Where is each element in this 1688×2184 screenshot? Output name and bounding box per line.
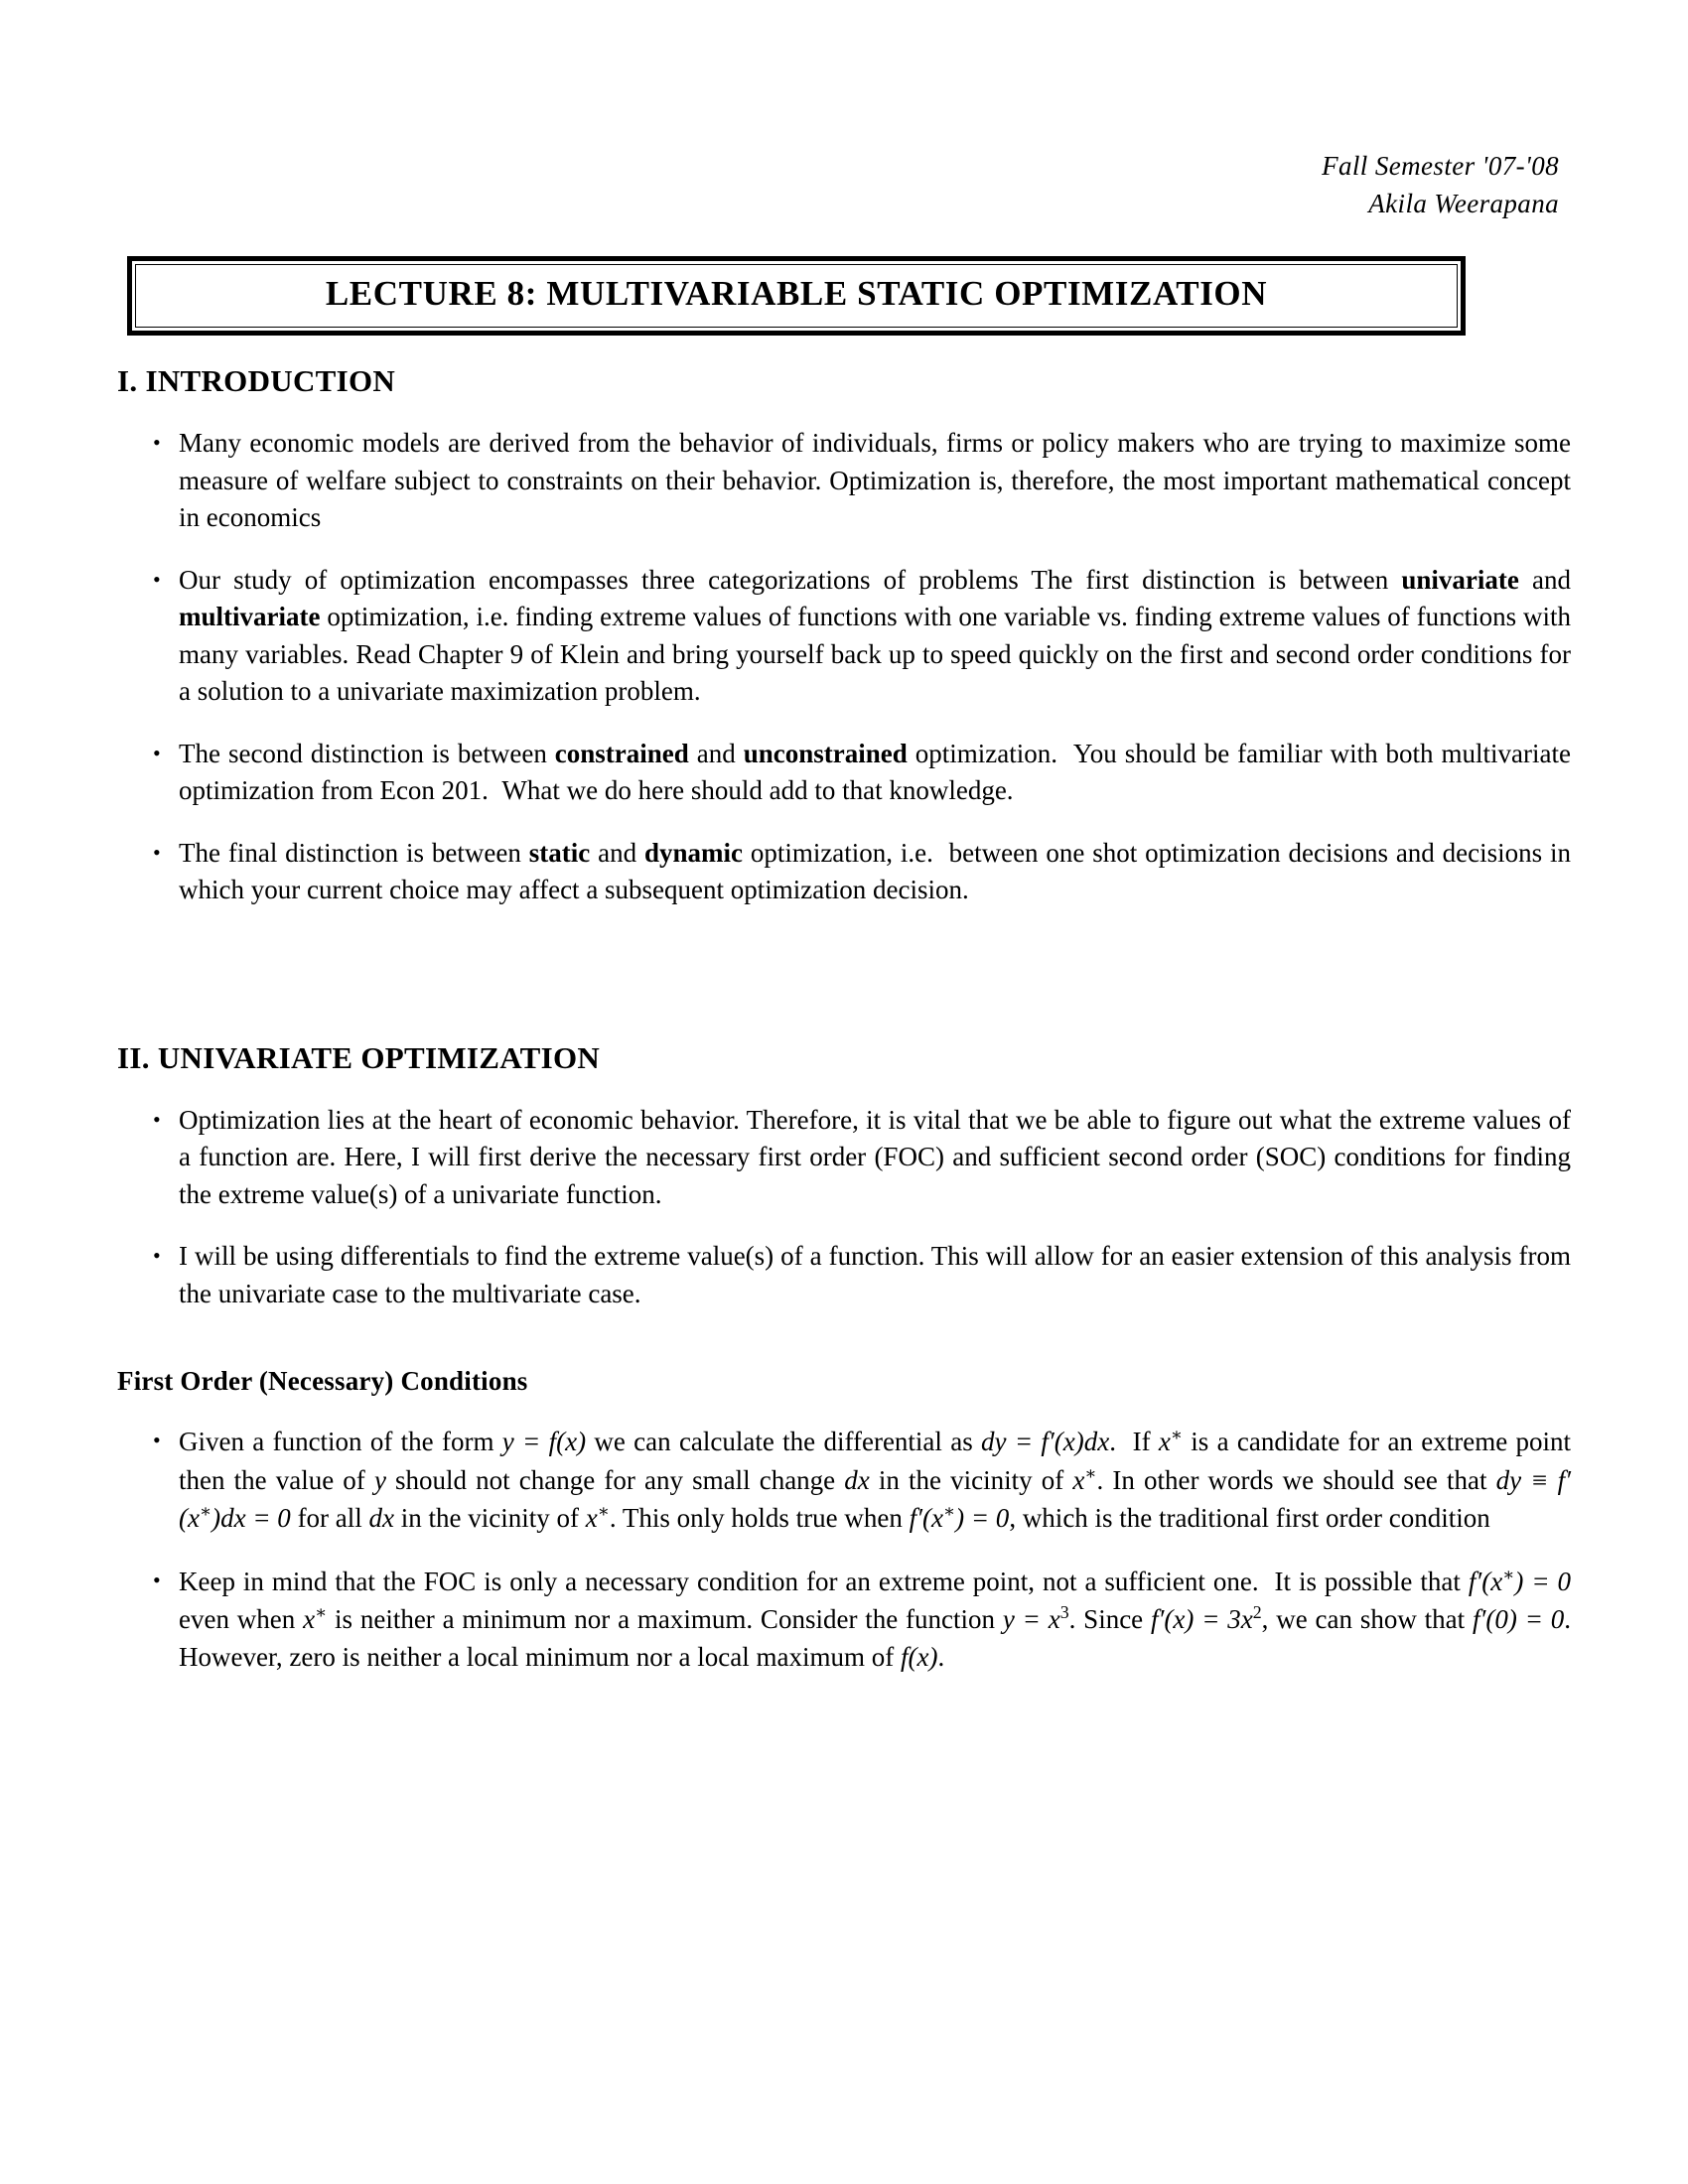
emphasis-multivariate: multivariate: [179, 602, 321, 632]
math-x-star: x∗: [585, 1501, 610, 1534]
math-x-star: x∗: [303, 1602, 328, 1635]
bullet-dot-icon: •: [153, 839, 161, 865]
bullet-list-first-order-conditions: [117, 1423, 1571, 1676]
lecture-title-box: [127, 256, 1466, 336]
emphasis-univariate: univariate: [1401, 564, 1519, 595]
bullet-text: Optimization lies at the heart of economic behavior. Therefore, it is vital that we be able to figure out what the extreme values of a function are. Here, I will first derive the necessary first order (FOC) and sufficient second order (SOC) conditions for finding the extreme value(s) of a univariate function.: [179, 1104, 1571, 1209]
header-semester: Fall Semester '07-'08: [1322, 151, 1559, 181]
spacer: [117, 1076, 1571, 1102]
bullet-text: The final distinction is between static and dynamic optimization, i.e. between one shot optimization decisions and decisions in which your current choice may affect a subsequent optimization decision.: [179, 837, 1572, 905]
list-item: [117, 562, 1571, 711]
math-fprime-equals-3x2: $f'(x) = 3x^2$: [1151, 1602, 1262, 1635]
list-item: [117, 1238, 1571, 1312]
math-dx: dx: [844, 1464, 870, 1495]
bullet-dot-icon: •: [153, 430, 161, 455]
bullet-text: Keep in mind that the FOC is only a necessary condition for an extreme point, not a sufficient one. It is possible that f′(x∗) = 0 even when x∗ is neither a minimum nor a maximum. Consider the function $y = x^3$. Since $f'(x) = 3x^2$, we can show that f′(0) = 0. However, zero is neither a local minimum nor a local maximum of f(x).: [179, 1564, 1571, 1672]
math-y-equals-x-cubed: $y = x^3$: [1002, 1602, 1069, 1635]
page-header: [1322, 147, 1559, 223]
emphasis-dynamic: dynamic: [643, 837, 743, 868]
bullet-list-introduction: [117, 425, 1571, 909]
list-item: [117, 425, 1571, 537]
math-fprime-xstar-zero: f′(x∗) = 0: [1468, 1564, 1571, 1596]
math-x-star: x∗: [1158, 1425, 1183, 1457]
math-dx: dx: [368, 1503, 395, 1534]
list-item: [117, 1563, 1571, 1677]
emphasis-constrained: constrained: [554, 738, 689, 768]
list-item: [117, 736, 1571, 810]
bullet-text: Our study of optimization encompasses three categorizations of problems The first distinction is between univariate and multivariate optimization, i.e. finding extreme values of functions with one variable vs. finding extreme values of functions with many variables. Read Chapter 9 of Klein and bring yourself back up to speed quickly on the first and second order conditions for a solution to a univariate maximization problem.: [179, 564, 1571, 707]
header-author: Akila Weerapana: [1368, 189, 1559, 219]
spacer: [117, 1312, 1571, 1366]
page-title: LECTURE 8: MULTIVARIABLE STATIC OPTIMIZATION: [325, 274, 1268, 313]
bullet-dot-icon: •: [153, 566, 161, 592]
list-item: [117, 835, 1571, 909]
document-body: [117, 349, 1571, 1676]
math-y-equals-fx: y = f(x): [501, 1427, 587, 1457]
bullet-dot-icon: •: [153, 1106, 161, 1132]
bullet-text: Given a function of the form y = f(x) we can calculate the differential as dy = f′(x)dx. If x∗ is a candidate for an extreme point then the value of y should not change for any small change dx in the vicinity of x∗. In other words we should see that dy ≡ f′(x∗)dx = 0 for all dx in the vicinity of x∗. This only holds true when f′(x∗) = 0, which is the traditional first order condition: [179, 1425, 1571, 1534]
lecture-title-inner-rule: [135, 264, 1458, 328]
list-item: [117, 1423, 1571, 1538]
math-x-star: x∗: [1072, 1462, 1097, 1495]
bullet-dot-icon: •: [153, 740, 161, 765]
math-y: y: [373, 1464, 386, 1495]
emphasis-static: static: [528, 837, 591, 868]
bullet-dot-icon: •: [153, 1243, 161, 1269]
math-fx: f(x): [900, 1641, 938, 1672]
bullet-text: The second distinction is between constrained and unconstrained optimization. You should be familiar with both multivariate optimization from Econ 201. What we do here should add to that knowledge.: [179, 738, 1571, 806]
section-heading-univariate-optimization: II. UNIVARIATE OPTIMIZATION: [117, 1039, 601, 1075]
bullet-dot-icon: •: [153, 1567, 161, 1592]
list-item: [117, 1102, 1571, 1214]
spacer: [117, 909, 1571, 1026]
bullet-text: Many economic models are derived from the behavior of individuals, firms or policy makers who are trying to maximize some measure of welfare subject to constraints on their behavior. Optimization is, therefore, the most important mathematical concept in economics: [179, 428, 1571, 533]
math-dy-equals-fprime-dx: dy = f′(x)dx: [981, 1427, 1110, 1457]
section-heading-introduction: I. INTRODUCTION: [117, 363, 396, 398]
bullet-dot-icon: •: [153, 1428, 161, 1453]
math-fprime-zero-equals-zero: f′(0) = 0: [1472, 1604, 1565, 1635]
spacer: [117, 399, 1571, 425]
spacer: [117, 1397, 1571, 1423]
math-fprime-xstar-zero: f′(x∗) = 0: [909, 1501, 1010, 1534]
emphasis-unconstrained: unconstrained: [743, 738, 908, 768]
math-dy-equiv-zero: dy ≡ f′(x∗)dx = 0: [179, 1464, 1571, 1534]
bullet-text: I will be using differentials to find the extreme value(s) of a function. This will allow for an easier extension of this analysis from the univariate case to the multivariate case.: [179, 1241, 1571, 1308]
subsection-heading-first-order-conditions: First Order (Necessary) Conditions: [117, 1366, 528, 1397]
bullet-list-univariate: [117, 1102, 1571, 1313]
